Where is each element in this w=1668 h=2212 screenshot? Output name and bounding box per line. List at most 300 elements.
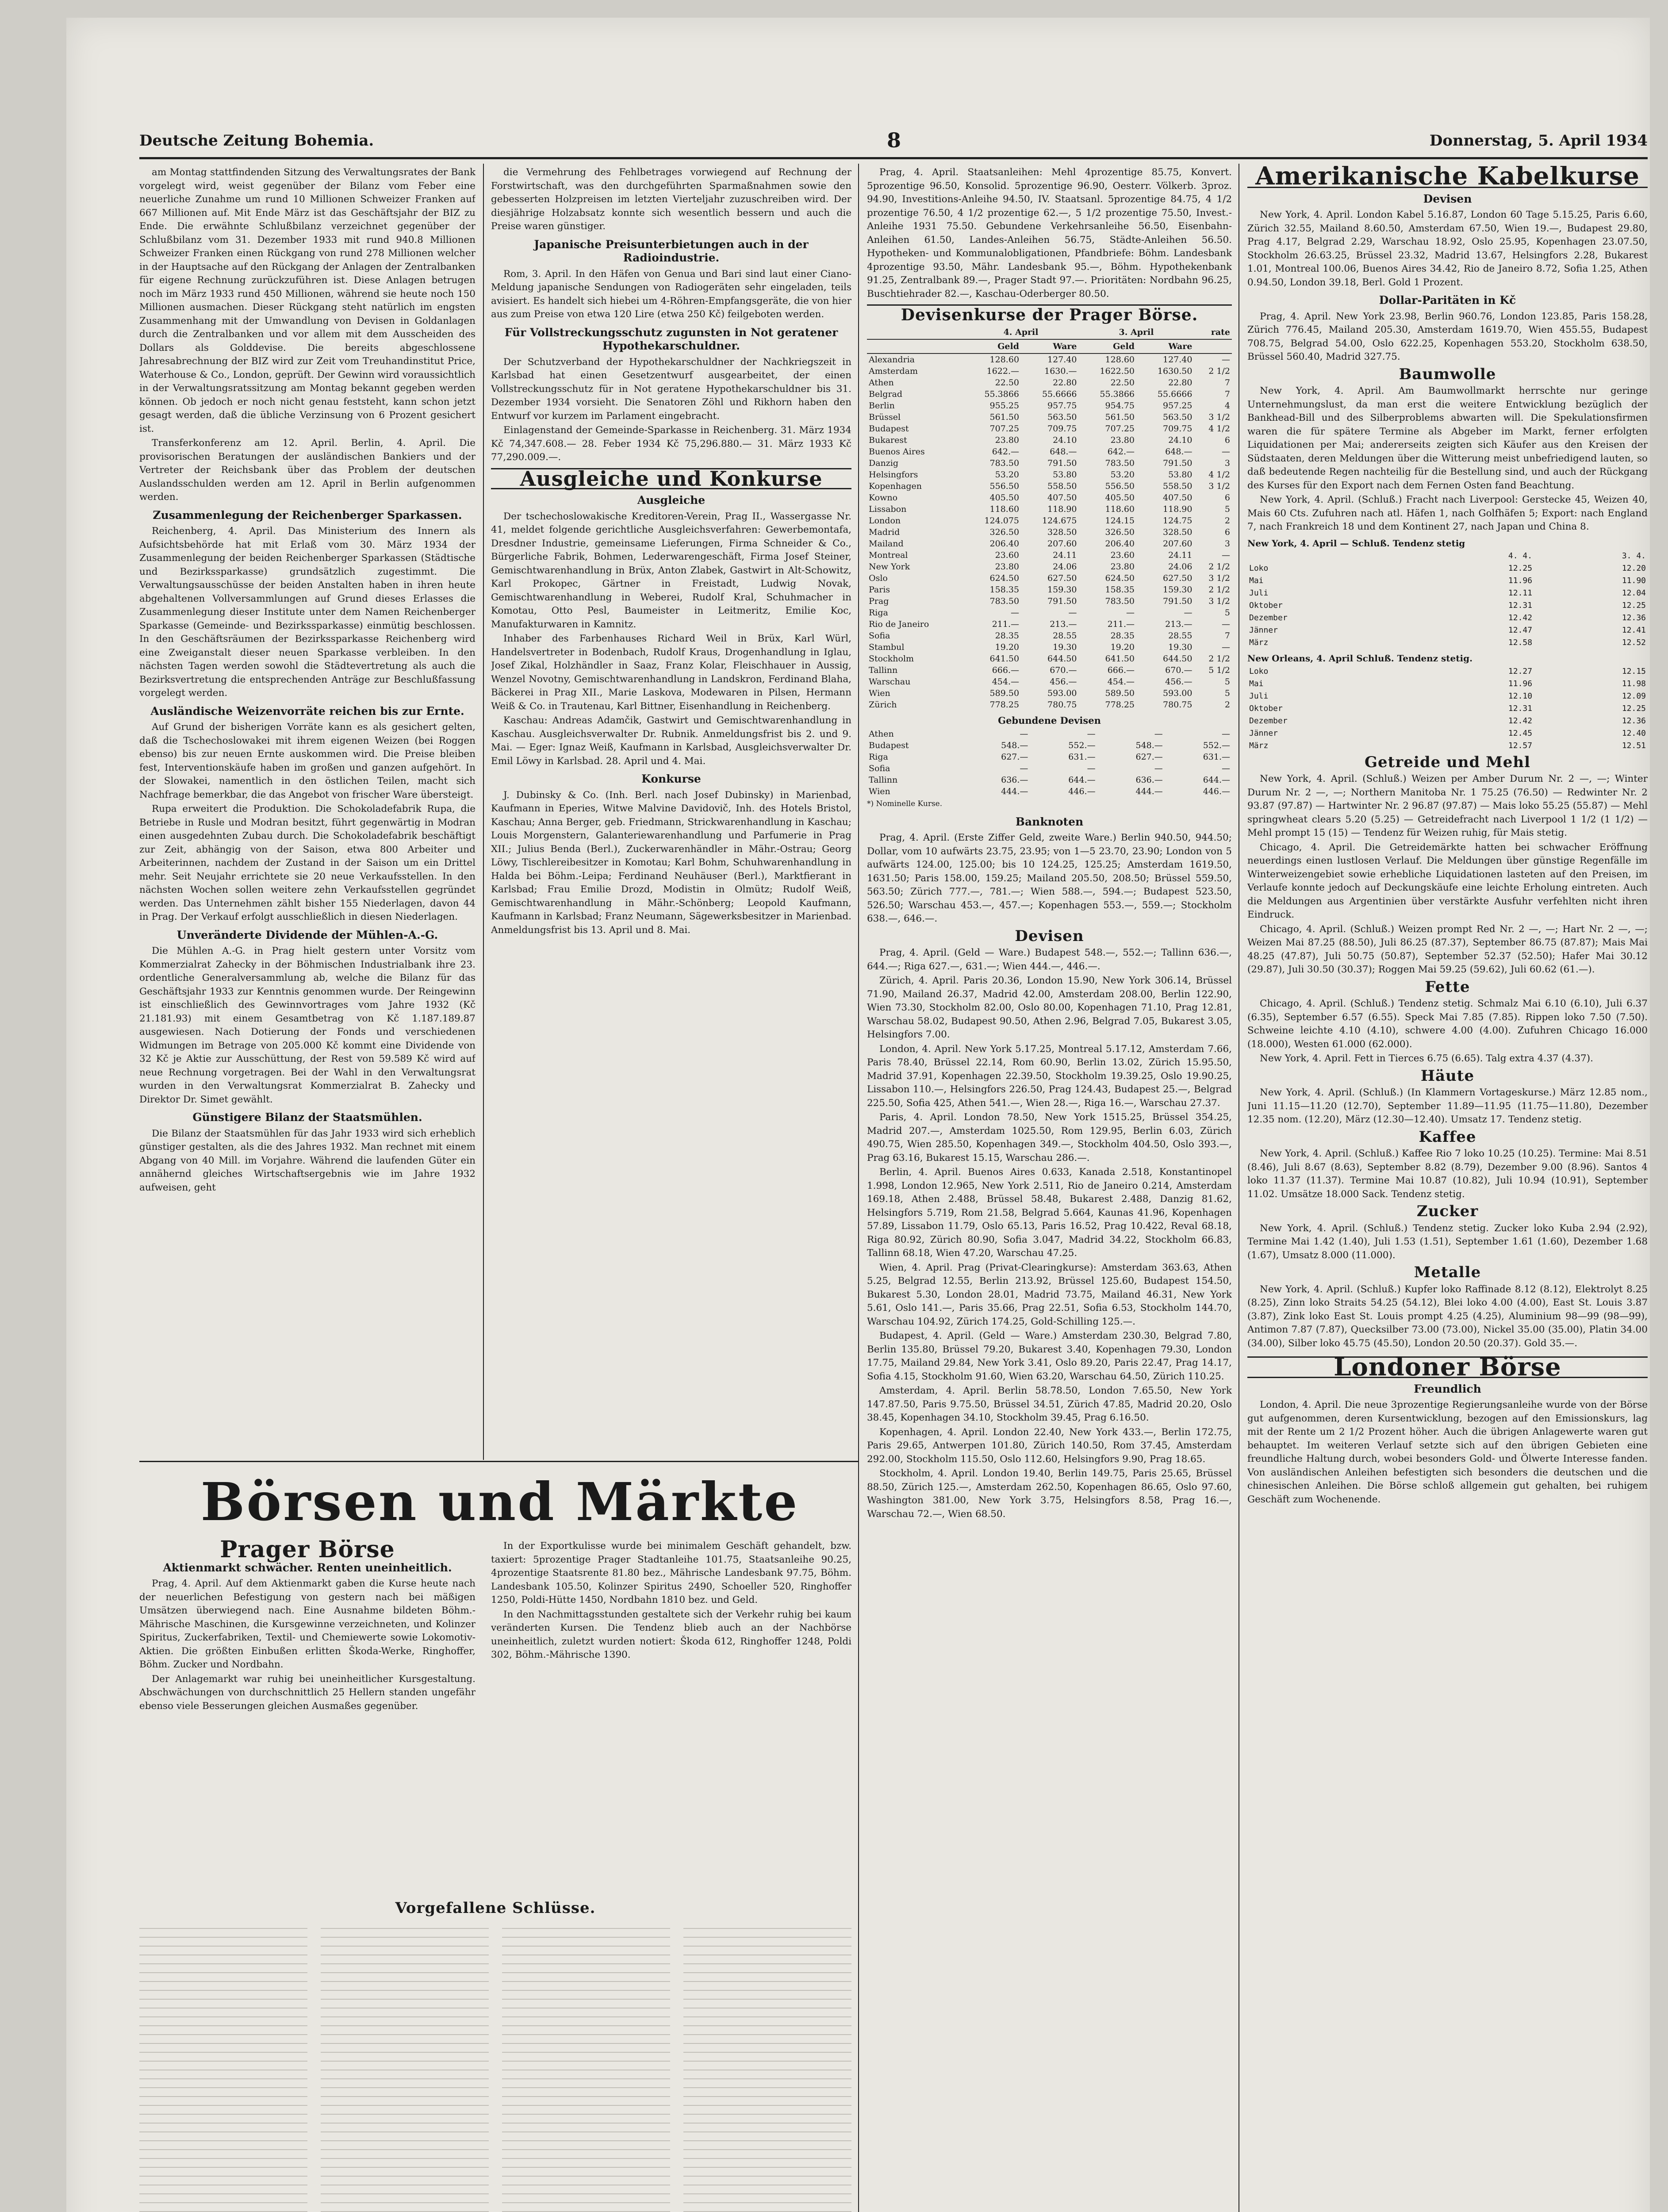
devisen-row: [867, 480, 1232, 492]
gebundene-row: [867, 786, 1232, 797]
prager-boerse-title: Prager Börse: [220, 1540, 395, 1563]
devisen-row-cell: 666.—: [1107, 665, 1135, 675]
devisen-row-cell: 2 1/2: [1208, 561, 1230, 572]
devisen-row-cell: 707.25: [989, 423, 1020, 434]
ny-cotton-table: [1247, 550, 1648, 649]
article-paragraph: Prag, 4. April. (Erste Ziffer Geld, zweite Ware.) Berlin 940.50, 944.50; Dollar, vom 10 aufwärts 23.75, 23.95; von 1—5 23.70, 23.90; London von 5 aufwärts 124.00, 125.00; bis 10 124.25, 125.25; Amsterdam 1619.50, 1631.50; Paris 158.00, 159.25; Mailand 205.50, 208.50; Brüssel 559.50, 563.50; Zürich 777.—, 781.—; Wien 588.—, 594.—; Budapest 523.50, 526.50; Warschau 453.—, 457.—; Kopenhagen 553.—, 559.—; Stockholm 638.—, 646.—.: [867, 832, 1232, 924]
devisen-row-cell: 24.06: [1168, 561, 1193, 572]
ny-cotton-head: 4. 4.: [1508, 551, 1533, 561]
devisen-row-cell: 28.55: [1168, 630, 1193, 641]
devisen-row: [867, 664, 1232, 676]
devisen-row-cell: Danzig: [869, 458, 899, 468]
devisen-row-cell: 405.50: [989, 492, 1020, 503]
devisen-row: [867, 676, 1232, 687]
devisen-row-cell: —: [1222, 619, 1230, 629]
devisen-row: [867, 641, 1232, 653]
devisen-row-cell: 454.—: [1107, 676, 1135, 687]
devisen-row-cell: 124.075: [984, 515, 1020, 526]
devisen-row-cell: Zürich: [869, 699, 897, 710]
gebundene-row-cell: Riga: [869, 752, 888, 762]
new-orleans-row-cell: 11.96: [1508, 679, 1533, 688]
column-1: [139, 166, 475, 1458]
ny-cotton-row-cell: Loko: [1249, 564, 1269, 573]
devisen-row-cell: 118.90: [1047, 504, 1077, 514]
new-orleans-row-cell: Juli: [1249, 691, 1269, 701]
gebundene-row-cell: 627.—: [1001, 752, 1028, 762]
geld-label: Geld: [1079, 339, 1136, 353]
article-paragraph: Berlin, 4. April. Buenos Aires 0.633, Kanada 2.518, Konstantinopel 1.998, London 12.965, New York 2.511, Rio de Janeiro 0.214, Amsterdam 169.18, Athen 2.488, Brüssel 58.48, Bukarest 2.488, Danzig 81.62, Helsingfors 5.719, Rom 21.58, Belgrad 5.664, Kaunas 41.96, Kopenhagen 57.89, Lissabon 11.79, Oslo 65.13, Paris 16.52, Prag 10.422, Reval 68.18, Riga 80.92, Zürich 80.90, Sofia 3.047, Madrid 34.22, Stockholm 66.83, Tallinn 68.18, Wien 47.20, Warschau 47.25.: [867, 1167, 1232, 1259]
gebundene-row-cell: 644.—: [1203, 775, 1230, 785]
ny-cotton-row-cell: 12.42: [1508, 613, 1533, 622]
devisen-row-cell: Bukarest: [869, 435, 907, 445]
article-paragraph: Prag, 4. April. (Geld — Ware.) Budapest 548.—, 552.—; Tallinn 636.—, 644.—; Riga 627.—, 631.—; Wien 444.—, 446.—.: [867, 947, 1232, 972]
article-paragraph: Paris, 4. April. London 78.50, New York 1515.25, Brüssel 354.25, Madrid 207.—, Amsterdam 1025.50, Rom 129.95, Berlin 6.03, Zürich 490.75, Wien 285.50, Kopenhagen 349.—, Stockholm 404.50, Oslo 393.—, Prag 63.16, Bukarest 15.15, Warschau 286.—.: [867, 1112, 1232, 1164]
devisen-row-cell: 642.—: [1107, 446, 1135, 457]
article-heading: Konkurse: [641, 772, 701, 785]
devisen-row-cell: 3 1/2: [1208, 481, 1230, 491]
devisen-row-cell: 648.—: [1050, 446, 1077, 457]
devisen-table: [867, 326, 1232, 710]
ny-cotton-row-cell: 12.47: [1508, 626, 1533, 635]
devisen-row-cell: 328.50: [1047, 527, 1077, 537]
gebundene-row: [867, 728, 1232, 740]
devisen-row: [867, 469, 1232, 480]
devisen-row-cell: 24.11: [1168, 550, 1193, 560]
article-heading: Aktienmarkt schwächer. Renten uneinheitlich.: [163, 1561, 452, 1574]
gebundene-row-cell: 627.—: [1135, 752, 1163, 762]
article-heading: Ausländische Weizenvorräte reichen bis zur Ernte.: [150, 704, 464, 718]
devisen-row-cell: 158.35: [989, 584, 1020, 595]
article-paragraph: Chicago, 4. April. Die Getreidemärkte hatten bei schwacher Eröffnung neuerdings einen lustlosen Verlauf. Die Meldungen über günstige Regenfälle im Winterweizengebiet sowie erhebliche Liquidationen lasteten auf den Preisen, im Verlaufe konnte jedoch auf Deckungskäufe eine leichte Erholung eintreten. Auch die Meldungen aus Argentinien über verstärkte Ausfuhr verfehlten nicht ihren Eindruck.: [1247, 841, 1648, 920]
article-paragraph: Rupa erweitert die Produktion. Die Schokoladefabrik Rupa, die Betriebe in Rusle und Modran besitzt, führt gegenwärtig in Modran einen ausgedehnten Zubau durch. Die Schokoladefabrik beschäftigt zur Zeit, abhängig von der Saison, etwa 800 Arbeiter und Arbeiterinnen, nachdem der Zustand in der Saison um ein Drittel mehr. Seit Neujahr errichtete sie 20 neue Verkaufsstellen. In den nächsten Wochen sollen weitere zehn Verkaufsstellen gegründet werden. Das Unternehmen zählt bisher 155 Niederlagen, davon 44 in Prag. Der Verkauf erfolgt ausschließlich in diesen Niederlagen.: [139, 803, 475, 922]
gebundene-note: *) Nominelle Kurse.: [867, 799, 943, 808]
devisen-row-cell: 128.60: [989, 354, 1020, 365]
devisen-row-cell: 24.10: [1168, 435, 1193, 445]
new-orleans-row-cell: Mai: [1249, 679, 1264, 688]
devisen-row-cell: 3 1/2: [1208, 412, 1230, 422]
devisen-row-cell: 53.20: [995, 469, 1020, 480]
article-paragraph: die Vermehrung des Fehlbetrages vorwiegend auf Rechnung der Forstwirtschaft, was den durchgeführten Sparmaßnahmen sowie den gebesserten Holzpreisen im letzten Vierteljahr zuzuschreiben wird. Der diesjährige Holzabsatz konnte sich wesentlich bessern und auch die Preise waren günstiger.: [491, 167, 851, 232]
zucker-title: Zucker: [1416, 1202, 1479, 1220]
devisen-row-cell: 780.75: [1163, 699, 1193, 710]
gebundene-row-cell: —: [1154, 729, 1163, 739]
devisen-row-cell: 53.80: [1168, 469, 1193, 480]
article-paragraph: Reichenberg, 4. April. Das Ministerium des Innern als Aufsichtsbehörde hat mit Erlaß vom 30. März 1934 der Zusammenlegung der beiden Reichenberger Sparkassen (Städtische und Bezirkssparkasse) grundsätzlich zugestimmt. Die Verwaltungsausschüsse der beiden Anstalten haben in ihren heute abgehaltenen Vollversammlungen auf Grund dieses Erlasses die Zusammenlegung dieser Institute unter dem Namen Reichenberger Sparkasse (Gemeinde- und Bezirkssparkasse) einmütig beschlossen. In den Geschäftsräumen der Bezirkssparkasse Reichenberg wird eine Zweiganstalt dieser neuen Sparkasse verbleiben. In den nächsten Tagen werden sowohl die Städtevertretung als auch die Bezirksvertretung die entsprechenden Anträge zur Beschlußfassung vorgelegt werden.: [139, 526, 475, 699]
devisen-row-cell: 127.40: [1163, 354, 1193, 365]
devisen-row-cell: 6: [1224, 492, 1230, 503]
devisen-row-cell: —: [1222, 642, 1230, 652]
devisen-row-cell: 28.55: [1053, 630, 1077, 641]
devisen-row-cell: 19.30: [1053, 642, 1077, 652]
devisen-row-cell: 55.3866: [1100, 389, 1135, 399]
devisen-row-cell: 707.25: [1105, 423, 1135, 434]
devisen-row-cell: 5: [1224, 607, 1230, 618]
schluesse-subcolumn: [683, 1920, 851, 2212]
devisen-row-cell: —: [1222, 354, 1230, 365]
ny-cotton-row-cell: 11.90: [1622, 576, 1646, 585]
dollar-paritaeten-title: Dollar-Paritäten in Kč: [1379, 294, 1516, 307]
devisen-row-cell: 593.00: [1163, 688, 1193, 698]
devisen-row-cell: Helsingfors: [869, 469, 918, 480]
new-orleans-row-cell: 12.27: [1508, 666, 1533, 676]
devisen-row: [867, 630, 1232, 641]
gebundene-row-cell: Athen: [869, 729, 894, 739]
gebundene-row-cell: 636.—: [1001, 775, 1028, 785]
devisen-row-cell: 24.11: [1053, 550, 1077, 560]
article-paragraph: Der tschechoslowakische Kreditoren-Verein, Prag II., Wassergasse Nr. 41, meldet folgende gerichtliche Ausgleichsverfahren: Gewerbemontafa, Dresdner Industrie, gemeinsame Lieferungen, Firma Schneider & Co., Bürgerliche Fabrik, Bohmen, Lederwarengeschäft, Firma Josef Steiner, Gemischtwarenhandlung in Brüx, Anton Zlabek, Gastwirt in Alt-Schowitz, Karl Prokopec, Gärtner in Freistadt, Ludwig Novak, Gemischtwarenhandlung in Weberei, Rudolf Kral, Schuhmacher in Komotau, Otto Pesl, Baumeister in Leitmeritz, Emilie Koc, Manufakturwaren in Kamnitz.: [491, 511, 851, 630]
devisen-row-cell: 6: [1224, 527, 1230, 537]
devisen-row: [867, 699, 1232, 710]
baumwolle-title: Baumwolle: [1399, 365, 1496, 383]
devisen-row: [867, 595, 1232, 607]
devisen-row-cell: 55.3866: [984, 389, 1020, 399]
article-paragraph: am Montag stattfindenden Sitzung des Verwaltungsrates der Bank vorgelegt wird, weist gegenüber der Bilanz vom Feber eine neuerliche Zunahme um rund 10 Millionen Schweizer Franken auf 667 Millionen auf. Mit Ende März ist das Geschäftsjahr der BIZ zu Ende. Die erwähnte Schlußbilanz verzeichnet gegenüber der Schlußbilanz vom 31. Dezember 1933 mit rund 940.8 Millionen Schweizer Franken einen Rückgang von rund 278 Millionen welcher in der Hauptsache auf den Rückgang der Anlagen der Zentralbanken für eigene Rechnung zurückzuführen ist. Diese Anlagen betrugen noch im März 1933 rund 450 Millionen, während sie heute noch 150 Millionen ausmachen. Dieser Rückgang steht natürlich im engsten Zusammenhang mit der Umwandlung von Devisen in Goldanlagen durch die Zentralbanken und vor allem mit dem Ausscheiden des Dollars als Golddevise. Die bereits abgeschlossene Jahresabrechnung der BIZ wird zur Zeit vom Treuhandinstitut Price, Waterhouse & Co., London, geprüft. Der Gewinn wird voraussichtlich in der Verwaltungsratssitzung am Montag bekannt gegeben werden können. Ob jedoch er noch nicht genau feststeht, kann schon jetzt gesagt werden, daß die übliche Verzinsung von 6 Prozent gesichert ist.: [139, 167, 475, 434]
section-title-boersen: Börsen und Märkte: [200, 1471, 799, 1532]
article-paragraph: Amsterdam, 4. April. Berlin 58.78.50, London 7.65.50, New York 147.87.50, Paris 9.75.50, Brüssel 34.51, Zürich 47.85, Madrid 20.20, Oslo 38.45, Kopenhagen 34.10, Stockholm 39.45, Prag 6.16.50.: [867, 1385, 1232, 1423]
ware-label: Ware: [1021, 339, 1078, 353]
new-orleans-row: [1247, 740, 1648, 752]
schluesse-title: Vorgefallene Schlüsse.: [395, 1899, 596, 1917]
banknoten-title: Banknoten: [1015, 815, 1084, 828]
article-paragraph: In den Nachmittagsstunden gestaltete sich der Verkehr ruhig bei kaum veränderten Kursen. Die Tendenz blieb auch an der Nachbörse uneinheitlich, zuletzt wurden notiert: Škoda 612, Ringhoffer 1248, Poldi 302, Böhm.-Mährische 1390.: [491, 1609, 851, 1660]
article-paragraph: In der Exportkulisse wurde bei minimalem Geschäft gehandelt, bzw. taxiert: 5prozentige Prager Stadtanleihe 101.75, Staatsanleihe 90.25, 4prozentige Staatsrente 81.80 bez., Mährische Landesbank 97.75, Böhm. Landesbank 105.50, Kolinzer Spiritus 2490, Schoeller 520, Ringhoffer 1250, Poldi-Hütte 1450, Nordbahn 1810 bez. und Geld.: [491, 1540, 851, 1605]
devisen-row-cell: 55.6666: [1042, 389, 1077, 399]
article-paragraph: New York, 4. April. (Schluß.) Kaffee Rio 7 loko 10.25 (10.25). Termine: Mai 8.51 (8.46), Juli 8.67 (8.63), September 8.82 (8.79), Dezember 9.00 (8.96). Santos 4 loko 11.37 (11.37). Termine Mai 10.87 (10.82), Juli 10.94 (10.91), September 11.02. Umsätze 18.000 Sack. Tendenz stetig.: [1247, 1148, 1648, 1200]
devisen-row-cell: 780.75: [1047, 699, 1077, 710]
devisen-row-cell: 124.75: [1163, 515, 1193, 526]
ny-cotton-row-cell: Jänner: [1249, 626, 1278, 635]
kaffee-title: Kaffee: [1419, 1128, 1476, 1146]
schluesse-subcolumn: [502, 1920, 670, 2212]
metalle-title: Metalle: [1414, 1263, 1481, 1281]
article-paragraph: New York, 4. April. (Schluß.) (In Klammern Vortageskurse.) März 12.85 nom., Juni 11.15—11.20 (12.70), September 11.89—11.95 (11.75—11.80), Dezember 12.35 nom. (12.20), März (12.30—12.40). Umsatz 17. Tendenz stetig.: [1247, 1087, 1648, 1125]
devisen-row-cell: 4 1/2: [1208, 469, 1230, 480]
geld-label: Geld: [963, 339, 1021, 353]
devisen-row-cell: 791.50: [1163, 596, 1193, 606]
page-header: [139, 128, 1648, 155]
devisen-row-cell: 556.50: [1105, 481, 1135, 491]
ny-cotton-row-cell: 12.52: [1622, 638, 1646, 647]
devisen-row-cell: 211.—: [1107, 619, 1135, 629]
gebundene-row-cell: 552.—: [1203, 741, 1230, 750]
column-2: [491, 166, 851, 1458]
article-paragraph: Zürich, 4. April. Paris 20.36, London 15.90, New York 306.14, Brüssel 71.90, Mailand 26.37, Madrid 42.00, Amsterdam 208.00, Berlin 122.90, Wien 73.30, Stockholm 82.00, Oslo 80.00, Kopenhagen 71.10, Prag 12.81, Warschau 58.02, Budapest 90.50, Athen 2.96, Belgrad 7.05, Bukarest 3.05, Helsingfors 7.00.: [867, 975, 1232, 1040]
devisen-row-cell: 456.—: [1050, 676, 1077, 687]
gebundene-row-cell: 548.—: [1001, 741, 1028, 750]
devisen-row-cell: 326.50: [1105, 527, 1135, 537]
ny-cotton-row: [1247, 624, 1648, 637]
column-divider: [858, 164, 859, 2212]
devisen-row-cell: 211.—: [992, 619, 1020, 629]
new-orleans-row-cell: 12.15: [1622, 666, 1646, 676]
devisen-row-cell: Stambul: [869, 642, 905, 652]
devisen-row-cell: Athen: [869, 377, 894, 388]
devisen-row-cell: 23.80: [1110, 435, 1135, 445]
devisen-row-cell: 593.00: [1047, 688, 1077, 698]
page-number: 8: [887, 128, 901, 152]
devisen-row-cell: 23.80: [995, 435, 1020, 445]
ny-cotton-head: [1247, 550, 1420, 562]
fette-title: Fette: [1425, 978, 1470, 996]
devisen-row-cell: 407.50: [1047, 492, 1077, 503]
devisen-row-cell: 644.50: [1047, 653, 1077, 664]
gebundene-row: [867, 751, 1232, 763]
devisen-row-cell: 3 1/2: [1208, 573, 1230, 583]
ny-cotton-row-cell: Oktober: [1249, 601, 1283, 610]
ny-cotton-row-cell: 12.25: [1622, 601, 1646, 610]
gebundene-row-cell: 444.—: [1001, 787, 1028, 796]
article-paragraph: Kaschau: Andreas Adamčik, Gastwirt und Gemischtwarenhandlung in Kaschau. Ausgleichsverwalter Dr. Rubnik. Anmeldungsfrist bis 2. und 9. Mai. — Eger: Ignaz Weiß, Kaufmann in Karlsbad, Ausgleichsverwalter Dr. Emil Löwy in Karlsbad. 28. April und 4. Mai.: [491, 715, 851, 767]
gebundene-row-cell: 446.—: [1068, 787, 1096, 796]
getreide-title: Getreide und Mehl: [1364, 753, 1531, 771]
devisen-row-cell: 783.50: [989, 596, 1020, 606]
devisen-row-cell: 954.75: [1105, 400, 1135, 411]
article-paragraph: New York, 4. April. Am Baumwollmarkt herrschte nur geringe Unternehmungslust, da man erst die weitere Entwicklung bezüglich der Bankhead-Bill und des Silberproblems abwarten will. Die Spekulationsfirmen waren die für spätere Termine als Abgeber im Markt, ferner erfolgten Liquidationen per Mai; andererseits zeigten sich Käufer aus den Kreisen der Südstaaten, deren Meldungen über die Witterung meist unbefriedigend lauten, so daß bedeutende Regen nachteilig für die Bestellung sind, und auch der Rückgang des Kurses für den Export nach dem Fernen Osten fand Beachtung.: [1247, 385, 1648, 491]
schluesse-subcolumn: [139, 1920, 307, 2212]
devisen-row-cell: 5 1/2: [1208, 665, 1230, 675]
devisen-row-cell: Madrid: [869, 527, 900, 537]
gebundene-row-cell: —: [1222, 764, 1230, 773]
devisen-row-cell: 783.50: [1105, 458, 1135, 468]
devisen-row-cell: Tallinn: [869, 665, 898, 675]
devisen-row-cell: 558.50: [1163, 481, 1193, 491]
devisen-row-cell: —: [1222, 446, 1230, 457]
ny-cotton-row-cell: März: [1249, 638, 1269, 647]
devisen-row-cell: 53.20: [1110, 469, 1135, 480]
new-orleans-row-cell: Dezember: [1249, 716, 1288, 726]
devisen-row-cell: 2: [1224, 515, 1230, 526]
issue-date: Donnerstag, 5. April 1934: [1429, 132, 1648, 150]
devisen-row-cell: —: [1068, 607, 1077, 618]
haeute-title: Häute: [1420, 1067, 1475, 1085]
devisen-row-cell: 1622.—: [986, 366, 1020, 376]
devisen-row: [867, 572, 1232, 584]
devisen-row-cell: Wien: [869, 688, 890, 698]
article-paragraph: Auf Grund der bisherigen Vorräte kann es als gesichert gelten, daß die Tschechoslowakei mit ihrem eigenen Weizen (bei Roggen ebenso) bis zur neuen Ernte auskommen wird. Die Preise bleiben fest, Interventionskäufe haben im großen und ganzen aufgehört. In der Slowakei, namentlich in den östlichen Teilen, macht sich Nachfrage bemerkbar, die das Angebot von frischer Ware übersteigt.: [139, 722, 475, 800]
gebundene-row-cell: —: [1154, 764, 1163, 773]
new-orleans-row: [1247, 665, 1648, 678]
devisen-row: [867, 353, 1232, 365]
ny-cotton-row-cell: 12.41: [1622, 626, 1646, 635]
devisen-row-cell: 641.50: [1105, 653, 1135, 664]
kabelkurse-title: Amerikanische Kabelkurse: [1247, 169, 1648, 188]
devisen-row-cell: —: [1184, 607, 1193, 618]
ny-cotton-row-cell: 12.58: [1508, 638, 1533, 647]
devisen-row-cell: 2 1/2: [1208, 584, 1230, 595]
article-paragraph: London, 4. April. Die neue 3prozentige Regierungsanleihe wurde von der Börse gut aufgenommen, deren Kursentwicklung, bezogen auf den Emissionskurs, lag mit der Rente um 2 1/2 Prozent höher. Auch die übrigen Anlagewerte waren gut behauptet. Im weiteren Verlauf setzte sich auf den übrigen Gebieten eine freundliche Haltung durch, wobei besonders Gold- und Ölwerte Interesse fanden. Von ausländischen Anleihen befestigten sich besonders die deutschen und die chinesischen Anleihen. Die Börse schloß allgemein gut gehalten, bei ruhigem Geschäft zum Wochenende.: [1247, 1399, 1648, 1505]
ny-cotton-row-cell: 12.04: [1622, 588, 1646, 598]
header-rule: [139, 157, 1648, 159]
new-orleans-row-cell: 12.09: [1622, 691, 1646, 701]
devisen-subtitle: Devisen: [1423, 192, 1472, 205]
devisen-row-cell: 6: [1224, 435, 1230, 445]
devisen-row-cell: 127.40: [1047, 354, 1077, 365]
article-paragraph: Chicago, 4. April. (Schluß.) Weizen prompt Red Nr. 2 —, —; Hart Nr. 2 —, —; Weizen Mai 87.25 (88.50), Juli 86.25 (87.37), September 86.75 (87.87); Mais Mai 48.25 (47.87), Juli 50.75 (50.87), September 52.37 (52.50); Hafer Mai 30.12 (29.87), Juli 30.50 (30.37); Roggen Mai 59.25 (59.62), Juli 60.62 (61.—).: [1247, 923, 1648, 975]
devisen-row-cell: 3: [1224, 538, 1230, 549]
newspaper-page: [66, 18, 1650, 2212]
article-paragraph: Der Schutzverband der Hypothekarschuldner der Nachkriegszeit in Karlsbad hat einen Gesetzentwurf ausgearbeitet, der einen Vollstreckungsschutz für in Not geratene Hypothekarschuldner bis 31. Dezember 1934 vorsieht. Die Senatoren Zöhl und Rikhorn haben den Entwurf vor kurzem im Parlament eingebracht.: [491, 356, 851, 422]
devisen-row: [867, 423, 1232, 434]
devisen-row-cell: Mailand: [869, 538, 904, 549]
devisen-row-cell: 791.50: [1163, 458, 1193, 468]
article-paragraph: New York, 4. April. (Schluß.) Fracht nach Liverpool: Gerstecke 45, Weizen 40, Mais 60 Cts. Zufuhren nach atl. Häfen 1, nach Golfhäfen 5; Export: nach England 7, nach Frankreich 18 und dem Kontinent 27, nach Japan und China 8.: [1247, 494, 1648, 532]
devisen-col-today: 4. April: [963, 326, 1079, 339]
gebundene-row-cell: —: [1087, 764, 1096, 773]
gebundene-row: [867, 763, 1232, 774]
devisen-row-cell: 627.50: [1163, 573, 1193, 583]
ny-cotton-row: [1247, 599, 1648, 612]
devisen-row-cell: 207.60: [1047, 538, 1077, 549]
devisen-row-cell: Stockholm: [869, 653, 914, 664]
devisen-row: [867, 538, 1232, 549]
devisen-title: Devisenkurse der Prager Börse.: [867, 304, 1232, 322]
ny-cotton-row-cell: Dezember: [1249, 613, 1288, 622]
devisen-col-yesterday: 3. April: [1079, 326, 1194, 339]
new-orleans-row-cell: 12.40: [1622, 728, 1646, 738]
devisen-row-cell: 118.60: [1105, 504, 1135, 514]
devisen-row-cell: 159.30: [1047, 584, 1077, 595]
devisen-row-cell: 213.—: [1050, 619, 1077, 629]
devisen-row-cell: 407.50: [1163, 492, 1193, 503]
article-heading: Günstigere Bilanz der Staatsmühlen.: [192, 1111, 422, 1124]
ny-cotton-row-cell: 12.36: [1622, 613, 1646, 622]
new-orleans-row-cell: 12.45: [1508, 728, 1533, 738]
londoner-boerse-title: Londoner Börse: [1247, 1356, 1648, 1378]
article-paragraph: New York, 4. April. (Schluß.) Tendenz stetig. Zucker loko Kuba 2.94 (2.92), Termine Mai 1.42 (1.40), Juli 1.53 (1.51), September 1.61 (1.60), Dezember 1.68 (1.67), Umsatz 8.000 (11.000).: [1247, 1222, 1648, 1261]
devisen-row: [867, 618, 1232, 630]
devisen-row-cell: 642.—: [992, 446, 1020, 457]
devisen-row-cell: Amsterdam: [869, 366, 918, 376]
devisen-row-cell: 563.50: [1047, 412, 1077, 422]
devisen-row-cell: Kopenhagen: [869, 481, 922, 491]
devisen-row-cell: 159.30: [1163, 584, 1193, 595]
devisen-row-cell: 7: [1224, 630, 1230, 641]
devisen-row-cell: Lissabon: [869, 504, 907, 514]
schluesse-subcolumn: [321, 1920, 489, 2212]
devisen-row: [867, 653, 1232, 664]
new-orleans-title: New Orleans, 4. April Schluß. Tendenz stetig.: [1247, 653, 1473, 664]
article-paragraph: Prag, 4. April. Staatsanleihen: Mehl 4prozentige 85.75, Konvert. 5prozentige 96.50, Konsolid. 5prozentige 96.90, Oesterr. Völkerb. 3proz. 94.90, Investitions-Anleihe 94.50, IV. Staatsanl. 5prozentige 84.75, 4 1/2 prozentige 76.50, 4 1/2 prozentige 62.—, 5 1/2 prozentige 75.50, Invest.-Anleihe 1931 75.50. Gebundene Verkehrsanleihe 56.50, Eisenbahn-Anleihen 61.50, Landes-Anleihen 56.75, Städte-Anleihen 56.50. Hypotheken- und Kommunalobligationen, Pfandbriefe: Böhm. Landesbank 4prozentige 93.50, Mähr. Landesbank 95.—, Böhm. Hypothekenbank 91.25, Zentralbank 89.—, Prager Stadt 97.—. Prioritäten: Nordbahn 96.25, Buschtiehrader 82.—, Kaschau-Oderberger 80.50.: [867, 167, 1232, 300]
devisen-row-cell: 556.50: [989, 481, 1020, 491]
devisen-row-cell: 23.60: [995, 550, 1020, 560]
new-orleans-row-cell: Loko: [1249, 666, 1269, 676]
ny-cotton-row-cell: Mai: [1249, 576, 1264, 585]
ny-cotton-row-cell: 12.11: [1508, 588, 1533, 598]
devisen-row-cell: 1630.—: [1044, 366, 1077, 376]
devisen-row-cell: 213.—: [1165, 619, 1193, 629]
devisen-row-cell: —: [1222, 550, 1230, 560]
devisen-row: [867, 515, 1232, 526]
ny-cotton-row: [1247, 612, 1648, 624]
article-paragraph: Kopenhagen, 4. April. London 22.40, New York 433.—, Berlin 172.75, Paris 29.65, Antwerpen 101.80, Zürich 140.50, Rom 37.45, Amsterdam 292.00, Stockholm 115.50, Oslo 112.60, Helsingfors 9.90, Prag 18.65.: [867, 1426, 1232, 1465]
devisen-row-cell: 118.90: [1163, 504, 1193, 514]
devisen-row-cell: 24.10: [1053, 435, 1077, 445]
devisen-row: [867, 526, 1232, 538]
devisen-row-cell: Prag: [869, 596, 889, 606]
devisen-row: [867, 687, 1232, 699]
gebundene-table: [867, 728, 1232, 797]
devisen-row-cell: Rio de Janeiro: [869, 619, 929, 629]
devisen-row-cell: 19.20: [995, 642, 1020, 652]
article-paragraph: Prag, 4. April. Auf dem Aktienmarkt gaben die Kurse heute nach der neuerlichen Befestigung von gestern nach bei mäßigen Umsätzen überwiegend nach. Eine Ausnahme bildeten Böhm.-Mährische Maschinen, die Kursgewinne verzeichneten, und Kolinzer Spiritus, Zuckerfabriken, Textil- und Chemiewerte sowie Lokomotiv-Aktien. Die größten Einbußen erlitten Škoda-Werke, Ringhoffer, Böhm. Zucker und Nordbahn.: [139, 1578, 475, 1670]
new-orleans-row: [1247, 690, 1648, 703]
ny-cotton-row-cell: Juli: [1249, 588, 1269, 598]
gebundene-row-cell: —: [1087, 729, 1096, 739]
gebundene-row-cell: Sofia: [869, 764, 890, 773]
new-orleans-row-cell: 12.31: [1508, 703, 1533, 713]
devisen-row-cell: 791.50: [1047, 596, 1077, 606]
new-orleans-row-cell: 12.57: [1508, 741, 1533, 750]
devisen-row-cell: 456.—: [1165, 676, 1193, 687]
devisen-row-cell: 1622.50: [1100, 366, 1135, 376]
gebundene-row-cell: Tallinn: [869, 775, 898, 785]
devisen-row-cell: Berlin: [869, 400, 895, 411]
devisen-row-cell: 4 1/2: [1208, 423, 1230, 434]
devisen-row-cell: 783.50: [989, 458, 1020, 468]
devisen-row-cell: Brüssel: [869, 412, 901, 422]
devisen-row-cell: 22.50: [995, 377, 1020, 388]
prager-boerse-left: [139, 1540, 475, 1893]
article-paragraph: Die Mühlen A.-G. in Prag hielt gestern unter Vorsitz vom Kommerzialrat Zahecky in der Böhmischen Industrialbank ihre 23. ordentliche Generalversammlung ab, welche die Bilanz für das Geschäftsjahr 1933 zur Kenntnis genommen wurde. Der Reingewinn ist einschließlich des Gewinnvortrages vom Jahre 1932 (Kč 21.181.93) mit einem Gesamtbetrag von Kč 1.187.189.87 ausgewiesen. Nach Dotierung der Fonds und verschiedenen Widmungen im Betrage von 205.000 Kč kommt eine Dividende von 32 Kč je Aktie zur Ausschüttung, der Rest von 59.589 Kč wird auf neue Rechnung vorgetragen. Bei der Wahl in den Verwaltungsrat wurden in den Verwaltungsrat Kommerzialrat B. Zahecky und Direktor Dr. Simet gewählt.: [139, 945, 475, 1105]
gebundene-row-cell: Wien: [869, 787, 890, 796]
article-paragraph: Budapest, 4. April. (Geld — Ware.) Amsterdam 230.30, Belgrad 7.80, Berlin 135.80, Brüssel 79.20, Bukarest 3.40, Kopenhagen 79.30, London 17.75, Mailand 29.84, New York 3.41, Oslo 89.20, Paris 22.47, Prag 14.17, Sofia 4.15, Stockholm 91.60, Wien 63.20, Warschau 64.50, Zürich 110.25.: [867, 1330, 1232, 1382]
devisen-row-cell: 22.50: [1110, 377, 1135, 388]
devisen-row-cell: 207.60: [1163, 538, 1193, 549]
devisen-row-cell: 23.80: [995, 561, 1020, 572]
devisen-row-cell: 7: [1224, 389, 1230, 399]
article-paragraph: Prag, 4. April. New York 23.98, Berlin 960.76, London 123.85, Paris 158.28, Zürich 776.45, Mailand 205.30, Amsterdam 1619.70, Wien 455.55, Budapest 708.75, Belgrad 54.00, Oslo 622.25, Kopenhagen 553.20, Stockholm 638.50, Brüssel 560.40, Madrid 327.75.: [1247, 311, 1648, 362]
devisen-row-cell: London: [869, 515, 901, 526]
devisen-row-cell: 7: [1224, 377, 1230, 388]
devisen-row-cell: 709.75: [1163, 423, 1193, 434]
new-orleans-row-cell: Jänner: [1249, 728, 1278, 738]
devisen-row-cell: 53.80: [1053, 469, 1077, 480]
new-orleans-row: [1247, 703, 1648, 715]
new-orleans-row-cell: 11.98: [1622, 679, 1646, 688]
devisen-row-cell: —: [1011, 607, 1020, 618]
article-paragraph: Rom, 3. April. In den Häfen von Genua und Bari sind laut einer Ciano-Meldung japanische Sendungen von Radiogeräten sehr eingeladen, teils avisiert. Es handelt sich hiebei um 4-Röhren-Empfangsgeräte, die von hier aus zum Preise von etwa 120 Lire (etwa 250 Kč) feilgeboten werden.: [491, 268, 851, 320]
devisen-row-cell: 589.50: [989, 688, 1020, 698]
new-orleans-row-cell: 12.42: [1508, 716, 1533, 726]
devisen-row-cell: 783.50: [1105, 596, 1135, 606]
new-orleans-table: [1247, 665, 1648, 752]
article-paragraph: London, 4. April. New York 5.17.25, Montreal 5.17.12, Amsterdam 7.66, Paris 78.40, Brüssel 22.14, Rom 60.90, Berlin 13.02, Zürich 15.95.50, Madrid 37.91, Kopenhagen 22.39.50, Stockholm 19.39.25, Oslo 19.90.25, Lissabon 110.—, Helsingfors 226.50, Prag 124.43, Budapest 25.—, Belgrad 225.50, Sofia 425, Athen 541.—, Wien 28.—, Riga 16.—, Warschau 27.37.: [867, 1043, 1232, 1109]
devisen-row-cell: 670.—: [1050, 665, 1077, 675]
article-paragraph: Inhaber des Farbenhauses Richard Weil in Brüx, Karl Würl, Handelsvertreter in Bodenbach, Rudolf Kraus, Drogenhandlung in Iglau, Josef Zikal, Holzhändler in Saaz, Franz Kolar, Fleischhauer in Aussig, Wenzel Novotny, Gemischtwarenhandlung in Landskron, Ferdinand Blaha, Bäckerei in Prag XII., Marie Laskova, Modewaren in Pilsen, Hermann Weiß & Co. in Trautenau, Karl Bittner, Eisenhandlung in Reichenberg.: [491, 633, 851, 712]
prager-boerse-right: [491, 1540, 851, 1893]
devisen-row: [867, 365, 1232, 377]
gebundene-row-cell: Budapest: [869, 741, 909, 750]
devisen-row-cell: 22.80: [1053, 377, 1077, 388]
devisen-row-cell: 644.50: [1163, 653, 1193, 664]
new-orleans-row-cell: Oktober: [1249, 703, 1283, 713]
section-title-ausgleiche: Ausgleiche und Konkurse: [491, 468, 851, 490]
ny-cotton-row-cell: 11.96: [1508, 576, 1533, 585]
devisen-row-cell: 22.80: [1168, 377, 1193, 388]
devisen-row-cell: New York: [869, 561, 910, 572]
ware-label: Ware: [1136, 339, 1194, 353]
devisen-row-cell: 3 1/2: [1208, 596, 1230, 606]
paper-name: Deutsche Zeitung Bohemia.: [139, 132, 374, 150]
ny-cotton-row: [1247, 637, 1648, 649]
article-paragraph: Der Anlagemarkt war ruhig bei uneinheitlicher Kursgestaltung. Abschwächungen von durchschnittlich 25 Hellern standen ungefähr ebenso viele Besserungen gleichen Ausmaßes gegenüber.: [139, 1673, 475, 1712]
article-paragraph: Chicago, 4. April. (Schluß.) Tendenz stetig. Schmalz Mai 6.10 (6.10), Juli 6.37 (6.35), September 6.57 (6.55). Speck Mai 7.85 (7.85). Rippen loko 7.50 (7.50). Schweine leichte 4.10 (4.10), schwere 4.00 (4.00). Zufuhren Chicago 16.000 (18.000), Westen 61.000 (62.000).: [1247, 998, 1648, 1050]
devisen-row-cell: 641.50: [989, 653, 1020, 664]
devisen-row-cell: Montreal: [869, 550, 908, 560]
devisen-row-cell: 206.40: [1105, 538, 1135, 549]
devisen-row-cell: 563.50: [1163, 412, 1193, 422]
gebundene-row-cell: —: [1222, 729, 1230, 739]
